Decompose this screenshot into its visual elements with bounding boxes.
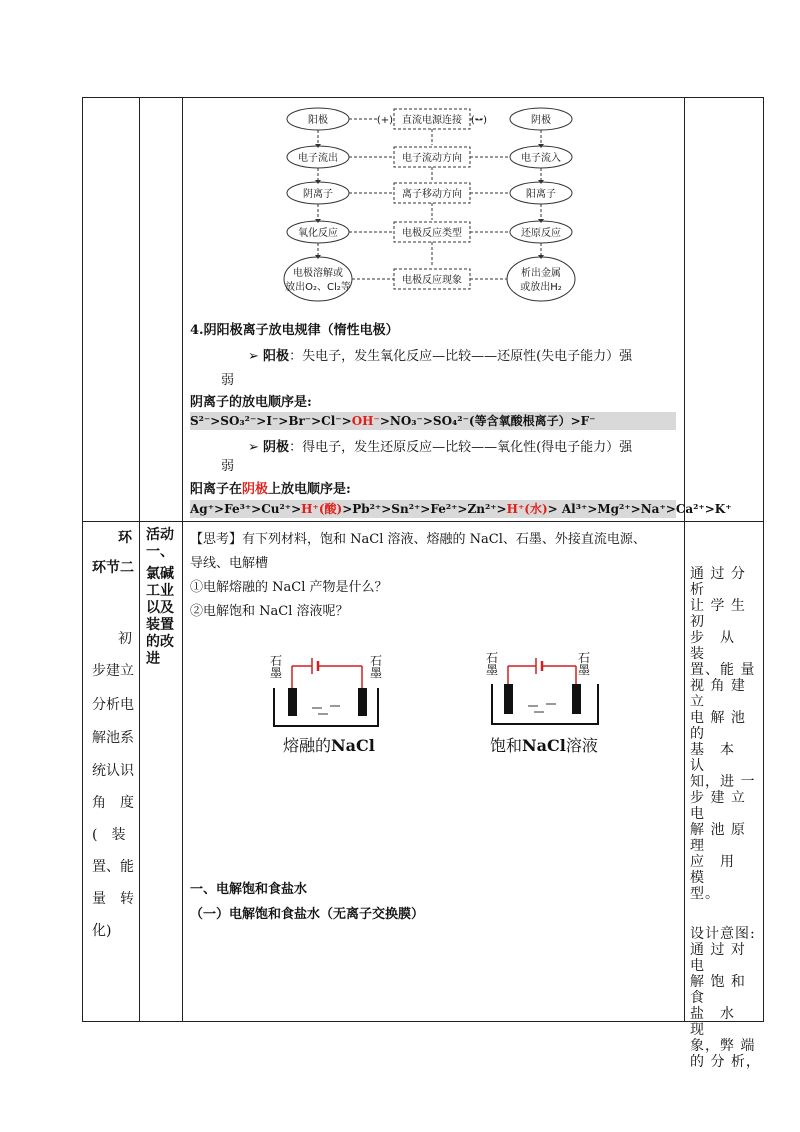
svg-text:电极溶解或: 电极溶解或 xyxy=(293,268,343,279)
cathode-rule: ➢ 阴极：得电子，发生还原反应—比较——氧化性(得电子能力）强 xyxy=(248,440,633,455)
svg-text:析出金属: 析出金属 xyxy=(521,268,561,279)
question-1: ①电解熔融的 NaCl 产物是什么？ xyxy=(190,580,388,595)
left-electrode xyxy=(288,688,297,716)
right-electrode xyxy=(358,688,367,716)
svg-text:电子流入: 电子流入 xyxy=(521,153,561,164)
flow-node-cathode-phenomenon xyxy=(507,257,575,301)
svg-text:或放出H₂: 或放出H₂ xyxy=(520,282,562,293)
design-note-2: 设计意图: 通 过 对 电 解 饱 和 食 盐 水 现 象，弊 端 的 分 析， xyxy=(690,926,761,1070)
svg-text:离子移动方向: 离子移动方向 xyxy=(402,189,462,200)
design-note-1: 通 过 分 析 让 学 生 初 步 从 装 置、能 量 视 角 建 立 电 解 池 的 基 本 认 知，进 一 步 建 立 电 解 池 原 理 应 用 模 型。 xyxy=(690,566,756,902)
think-prompt: 【思考】有下列材料，饱和 NaCl 溶液、熔融的 NaCl、石墨、外接直流电源、 导线、电解槽 ①电解熔融的 NaCl 产物是什么？ ②电解饱和 NaCl 溶液呢？ xyxy=(190,532,646,619)
svg-text:还原反应: 还原反应 xyxy=(521,228,561,239)
activity-label: 活动 一、 氯碱 工业 以及 装置 的改 进 xyxy=(146,527,174,667)
stage-label: 环节二 xyxy=(92,560,134,576)
flow-plus: (+) xyxy=(376,115,394,126)
anion-order-title: 阴离子的放电顺序是: xyxy=(190,395,312,410)
flow-anode: 阳极 xyxy=(308,115,328,126)
flow-power: 直流电源连接 xyxy=(402,115,462,126)
svg-text:电极反应现象: 电极反应现象 xyxy=(402,275,462,286)
electrolysis-flowchart xyxy=(0,0,800,320)
heading-electrolysis-brine: 一、电解饱和食盐水 xyxy=(190,882,308,897)
stage-label-top: 环 xyxy=(118,530,132,546)
section4-title: 4.阴阳极离子放电规律（惰性电极） xyxy=(190,323,399,338)
graphite-label-right-2: 石墨 xyxy=(578,651,591,677)
think-tag: 【思考】 xyxy=(190,532,243,547)
svg-text:阳离子: 阳离子 xyxy=(526,189,556,200)
anion-order: S²⁻>SO₃²⁻>I⁻>Br⁻>Cl⁻>OH⁻>NO₃⁻>SO₄²⁻(等含氧酸根离子）>F⁻ xyxy=(190,412,676,430)
svg-text:放出O₂、Cl₂等: 放出O₂、Cl₂等 xyxy=(285,282,351,293)
cathode-label: 阴极 xyxy=(263,440,290,455)
question-2: ②电解饱和 NaCl 溶液呢？ xyxy=(190,604,349,619)
anode-rule: ➢ 阳极：失电子，发生氧化反应—比较——还原性(失电子能力）强 xyxy=(248,349,633,364)
row-divider xyxy=(82,521,764,522)
cathode-rule-cont: 弱 xyxy=(221,459,235,474)
svg-text:电子流出: 电子流出 xyxy=(298,153,338,164)
subheading-no-membrane: （一）电解饱和食盐水（无离子交换膜） xyxy=(190,907,425,922)
right-electrode xyxy=(572,684,581,714)
svg-text:氧化反应: 氧化反应 xyxy=(298,228,338,239)
table-bottom-border xyxy=(82,1021,764,1022)
cation-order: Ag⁺>Fe³⁺>Cu²⁺>H⁺(酸)>Pb²⁺>Sn²⁺>Fe²⁺>Zn²⁺>H⁺(水)> Al³⁺>Mg²⁺>Na⁺>Ca²⁺>K⁺ xyxy=(190,502,732,516)
svg-text:电子流动方向: 电子流动方向 xyxy=(402,153,462,164)
anode-rule-cont: 弱 xyxy=(221,373,235,388)
cation-order-title: 阳离子在阴极上放电顺序是: xyxy=(190,482,351,497)
graphite-label-left-2: 石墨 xyxy=(486,651,499,677)
flow-node-anode-phenomenon xyxy=(284,257,352,301)
svg-text:阴离子: 阴离子 xyxy=(303,189,333,200)
graphite-label-right: 石墨 xyxy=(370,654,383,680)
molten-nacl-caption: 熔融的NaCl xyxy=(283,736,375,755)
flow-cathode: 阴极 xyxy=(531,115,551,126)
left-electrode xyxy=(504,684,513,714)
graphite-label-left: 石墨 xyxy=(270,654,283,680)
flow-minus: (−) xyxy=(470,115,488,126)
saturated-nacl-caption: 饱和NaCl溶液 xyxy=(490,736,598,755)
svg-text:电极反应类型: 电极反应类型 xyxy=(402,228,462,239)
anode-label: 阳极 xyxy=(263,349,290,364)
